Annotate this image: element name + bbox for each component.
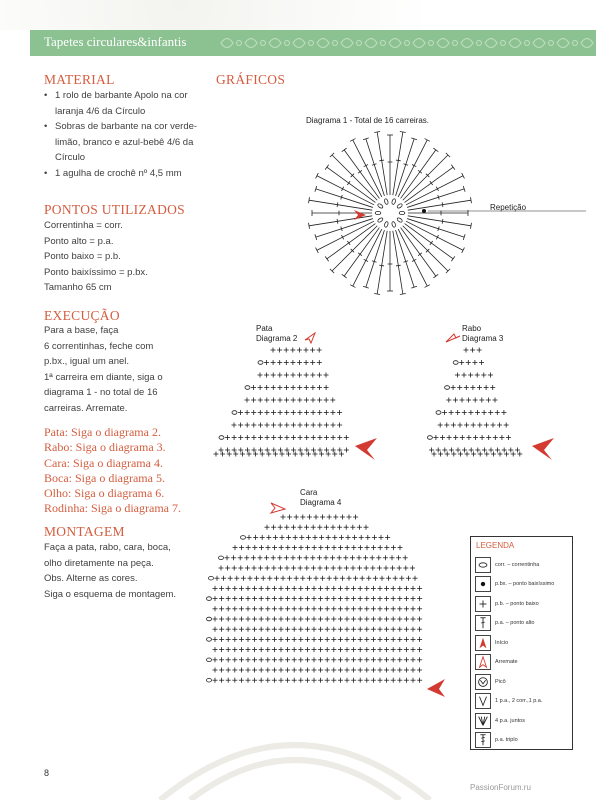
legend-row	[475, 554, 571, 575]
pontos-list	[44, 218, 148, 296]
execucao-line: carreiras. Arremate.	[44, 402, 128, 414]
end-arrow	[446, 334, 460, 342]
repeat-dot	[422, 209, 426, 213]
diagram3-stitches	[427, 348, 522, 457]
triple-icon	[475, 732, 491, 748]
start-arrow	[355, 438, 377, 460]
diagram4-stitches	[207, 515, 423, 683]
execucao-line: 6 correntinhas, feche com	[44, 340, 154, 352]
legend-row	[475, 710, 571, 731]
double-crochet-icon	[475, 615, 491, 631]
diagram4-grid	[205, 495, 455, 695]
chain-oval-icon	[475, 557, 491, 573]
diagram2-grid	[205, 328, 385, 463]
legend-label: p.a. – ponto alto	[495, 620, 535, 626]
diagram2-name: Pata	[256, 324, 273, 333]
legend-label: Início	[495, 639, 509, 646]
instruction-line: Rabo: Siga o diagrama 3.	[44, 440, 166, 455]
start-arrow-icon	[475, 635, 491, 651]
material-list	[44, 88, 214, 182]
material-item: • 1 rolo de barbante Apolo na cor laranja 4/6 da Círculo	[44, 88, 214, 119]
diagram2-stitches	[214, 348, 349, 457]
instruction-line: Pata: Siga o diagrama 2.	[44, 425, 161, 439]
execucao-line: 1ª carreira em diante, siga o	[44, 371, 163, 383]
page-number: 8	[44, 768, 50, 778]
material-item: • Sobras de barbante na cor verde-limão, branco e azul-bebê 4/6 da Círculo	[44, 119, 214, 166]
diagram-instructions	[44, 425, 181, 517]
execucao-line: Para a base, faça	[44, 325, 119, 336]
diagram1-label: Diagrama 1 - Total de 16 carreiras.	[306, 116, 430, 125]
legend-label: Arremate	[495, 659, 518, 665]
material-title: MATERIAL	[44, 72, 115, 87]
montagem-title: MONTAGEM	[44, 524, 125, 539]
diagram1-repeat-note: Repetição	[490, 203, 527, 212]
execucao-text	[44, 323, 163, 417]
execucao-title: EXECUÇÃO	[44, 308, 120, 323]
pontos-line: Tamanho 65 cm	[44, 282, 112, 294]
end-arrow	[305, 333, 315, 343]
instruction-line: Rodinha: Siga o diagrama 7.	[44, 501, 181, 516]
diagram3-name: Rabo	[462, 324, 482, 333]
legend-label: p.b. – ponto baixo	[495, 600, 539, 607]
montagem-line: Siga o esquema de montagem.	[44, 588, 177, 600]
material-item: • 1 agulha de crochê nº 4,5 mm	[44, 166, 214, 182]
pontos-line: Ponto alto = p.a.	[44, 235, 114, 247]
instruction-line: Olho: Siga o diagrama 6.	[44, 486, 165, 501]
pontos-line: Ponto baixíssimo = p.bx.	[44, 266, 148, 278]
legend-row	[475, 613, 571, 634]
diagram2-label: Diagrama 2	[256, 334, 298, 343]
legend-box	[470, 536, 573, 750]
legend-label: 4 p.a. juntos	[495, 717, 525, 724]
diagram3-label: Diagrama 3	[462, 334, 504, 343]
legend-title: LEGENDA	[476, 541, 515, 550]
start-arrow	[532, 438, 554, 460]
header-title: Tapetes circulares&infantis	[44, 34, 187, 49]
legend-label: p.bx. – ponto baixíssimo	[495, 581, 555, 587]
legend-row	[475, 593, 571, 614]
diagram1-circle-chart	[290, 130, 490, 300]
diagram1-stitches	[309, 132, 472, 295]
montagem-line: Faça a pata, rabo, cara, boca,	[44, 542, 171, 553]
legend-row	[475, 652, 571, 673]
legend-row	[475, 730, 571, 751]
v-stitch-icon	[475, 693, 491, 709]
end-arrow	[271, 503, 285, 513]
pontos-line: Correntinha = corr.	[44, 220, 123, 231]
instruction-line: Boca: Siga o diagrama 5.	[44, 470, 165, 485]
legend-label: corr. – correntinha	[495, 561, 540, 568]
diagram3-grid	[420, 328, 560, 463]
legend-row	[475, 671, 571, 692]
montagem-line: olho diretamente na peça.	[44, 557, 154, 569]
execucao-line: diagrama 1 - no total de 16	[44, 387, 158, 399]
montagem-line: Obs. Alterne as cores.	[44, 573, 138, 585]
graficos-title: GRÁFICOS	[216, 72, 286, 87]
pontos-line: Ponto baixo = p.b.	[44, 251, 121, 263]
instruction-line: Cara: Siga o diagrama 4.	[44, 455, 163, 470]
picot-icon	[475, 674, 491, 690]
end-arrow-icon	[475, 654, 491, 670]
legend-row	[475, 632, 571, 653]
cross-icon	[475, 596, 491, 612]
legend-label: Picô	[495, 678, 506, 685]
dot-icon	[475, 576, 491, 592]
diagram4-name: Cara	[300, 488, 318, 497]
legend-row	[475, 691, 571, 712]
header-ornament-pattern	[215, 31, 596, 55]
diagram4-label: Diagrama 4	[300, 498, 342, 507]
montagem-text	[44, 540, 176, 602]
legend-label: p.a. triplo	[495, 737, 518, 743]
watermark: PassionForum.ru	[470, 783, 531, 792]
decorative-lace-bottom	[140, 700, 450, 800]
execucao-line: p.bx., igual um anel.	[44, 356, 130, 368]
start-arrow	[427, 679, 445, 697]
legend-label: 1 p.a., 2 corr.,1 p.a.	[495, 698, 543, 704]
cluster-icon	[475, 713, 491, 729]
legend-row	[475, 574, 571, 595]
start-arrow	[354, 210, 366, 220]
decorative-lace-top	[0, 0, 596, 30]
pontos-title: PONTOS UTILIZADOS	[44, 202, 185, 217]
